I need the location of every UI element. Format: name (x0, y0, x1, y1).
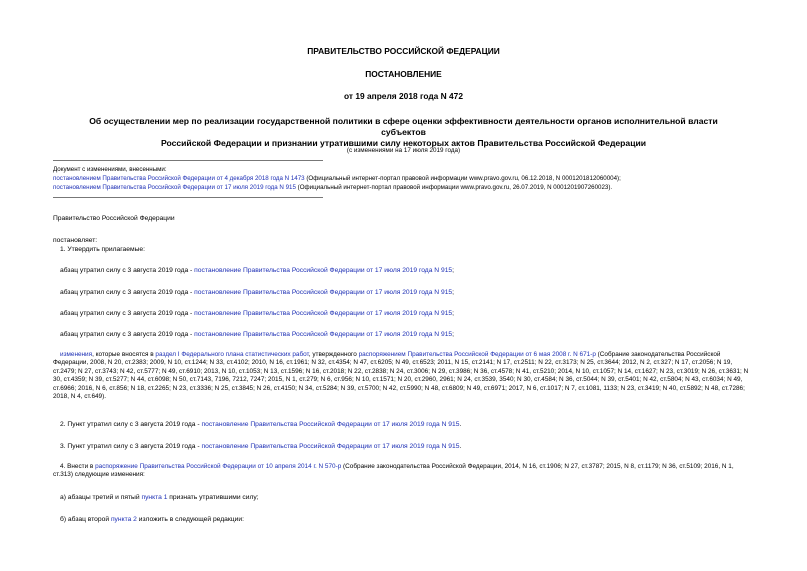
lost-link-915[interactable]: постановление Правительства Российской Федерации от 17 июля 2019 года N 915 (194, 310, 453, 317)
change-link-915[interactable]: постановлением Правительства Российской Федерации от 17 июля 2019 года N 915 (53, 184, 296, 191)
changes-paragraph: изменения, которые вносятся в раздел I Федерального плана статистических работ, утвержденного распоряжением Правительства Российской Федерации от 6 мая 2008 г. N 671-р (Собрание законодательства Российской Федерации, 2008, N 20, ст.2383; 2009, N 10, ст.1244; N 33, ст.4102; 2010, N 16, ст.1961; N 32, ст.4354; N 47, ст.6205; N 49, ст.6523; 2011, N 15, ст.2141; N 17, ст.2511; N 22, ст.3173; N 25, ст.3644; 2012, N 2, ст.327; N 17, ст.2056; N 19, ст.2479; N 27, ст.3743; N 42, ст.5777; N 49, ст.6910; 2013, N 10, ст.1053; N 13, ст.1596; N 16, ст.2018; N 22, ст.2838; N 24, ст.3006; N 29, ст.3986; N 36, ст.4578; N 41, ст.5210; 2014, N 10, ст.1057; N 14, ст.1627; N 23, ст.3019; N 26, ст.3631; N 30, ст.4359; N 39, ст.5277; N 44, ст.6098; N 50, ст.7143, 7196, 7212, 7247; 2015, N 1, ст.279; N 6, ст.956; N 10, ст.1571; N 20, ст.2960, 2961; N 24, ст.3539, 3540; N 30, ст.4584; N 36, ст.5044; N 39, ст.5401; N 42, ст.5804; N 43, ст.6034; N 49, ст.6966; 2016, N 6, ст.856; N 18, ст.2265; N 23, ст.3336; N 25, ст.3845; N 26, ст.4150; N 34, ст.5284; N 39, ст.5700; N 42, ст.5990; N 48, ст.6809; N 49, ст.6971; 2017, N 6, ст.1017; N 7, ст.1081, 1133; N 23, ст.3419; N 40, ст.5892; N 48, ст.7286; 2018, N 4, ст.649). (53, 351, 749, 401)
change-link-1473[interactable]: постановлением Правительства Российской Федерации от 4 декабря 2018 года N 1473 (53, 175, 305, 182)
paragraph-3: 3. Пункт утратил силу с 3 августа 2019 года - постановление Правительства Российской Федерации от 17 июля 2019 года N 915. (60, 443, 462, 450)
doc-type-heading: ПОСТАНОВЛЕНИЕ (365, 69, 442, 79)
paragraph-4a: а) абзацы третий и пятый пункта 1 признать утратившими силу; (60, 494, 259, 501)
point-2-link[interactable]: пункта 2 (110, 516, 137, 523)
title-line-2: Российской Федерации и признании утратившими силу некоторых актов Правительства Российской Федерации (160, 138, 647, 148)
decrees-line: постановляет: (53, 237, 98, 244)
changes-heading: Документ с изменениями, внесенными: (53, 166, 167, 173)
lost-link-915[interactable]: постановление Правительства Российской Федерации от 17 июля 2019 года N 915 (201, 421, 460, 428)
lost-paragraph-2: абзац утратил силу с 3 августа 2019 года - постановление Правительства Российской Федерации от 17 июля 2019 года N 915; (60, 289, 454, 296)
title-line-1: Об осуществлении мер по реализации государственной политики в сфере оценки эффективности деятельности органов исполнительной власти субъектов (89, 116, 718, 137)
paragraph-2: 2. Пункт утратил силу с 3 августа 2019 года - постановление Правительства Российской Федерации от 17 июля 2019 года N 915. (60, 421, 462, 428)
order-671-link[interactable]: распоряжением Правительства Российской Федерации от 6 мая 2008 г. N 671-р (358, 351, 596, 358)
paragraph-4: 4. Внести в распоряжение Правительства Российской Федерации от 10 апреля 2014 г. N 570-р (Собрание законодательства Российской Федерации, 2014, N 16, ст.1906; N 27, ст.3787; 2015, N 8, ст.1179; N 36, ст.5109; 2016, N 1, ст.313) следующие изменения: (53, 463, 734, 479)
paragraph-4b: б) абзац второй пункта 2 изложить в следующей редакции: (60, 516, 244, 523)
government-line: Правительство Российской Федерации (53, 215, 175, 222)
point-1-link[interactable]: пункта 1 (141, 494, 168, 501)
statistical-plan-link[interactable]: раздел I Федерального плана статистических работ (155, 351, 309, 358)
revision-note: (с изменениями на 17 июля 2019 года) (346, 147, 461, 154)
order-570-link[interactable]: распоряжение Правительства Российской Федерации от 10 апреля 2014 г. N 570-р (95, 463, 342, 470)
paragraph-1: 1. Утвердить прилагаемые: (60, 246, 145, 253)
changes-link[interactable]: изменения (60, 351, 93, 358)
lost-link-915[interactable]: постановление Правительства Российской Федерации от 17 июля 2019 года N 915 (194, 289, 453, 296)
lost-link-915[interactable]: постановление Правительства Российской Федерации от 17 июля 2019 года N 915 (201, 443, 460, 450)
divider-top (53, 160, 323, 161)
lost-paragraph-3: абзац утратил силу с 3 августа 2019 года - постановление Правительства Российской Федерации от 17 июля 2019 года N 915; (60, 310, 454, 317)
lost-link-915[interactable]: постановление Правительства Российской Федерации от 17 июля 2019 года N 915 (194, 331, 453, 338)
document-title (70, 116, 737, 149)
changes-item-1: постановлением Правительства Российской Федерации от 4 декабря 2018 года N 1473 (Официальный интернет-портал правовой информации www.pravo.gov.ru, 06.12.2018, N 0001201812060004); (53, 175, 621, 182)
org-heading: ПРАВИТЕЛЬСТВО РОССИЙСКОЙ ФЕДЕРАЦИИ (307, 46, 500, 56)
doc-date-number: от 19 апреля 2018 года N 472 (344, 91, 463, 101)
lost-paragraph-4: абзац утратил силу с 3 августа 2019 года - постановление Правительства Российской Федерации от 17 июля 2019 года N 915; (60, 331, 454, 338)
lost-link-915[interactable]: постановление Правительства Российской Федерации от 17 июля 2019 года N 915 (194, 267, 453, 274)
divider-bottom (53, 197, 323, 198)
changes-item-2: постановлением Правительства Российской Федерации от 17 июля 2019 года N 915 (Официальный интернет-портал правовой информации www.pravo.gov.ru, 26.07.2019, N 0001201907260023). (53, 184, 613, 191)
lost-paragraph-1: абзац утратил силу с 3 августа 2019 года - постановление Правительства Российской Федерации от 17 июля 2019 года N 915; (60, 267, 454, 274)
